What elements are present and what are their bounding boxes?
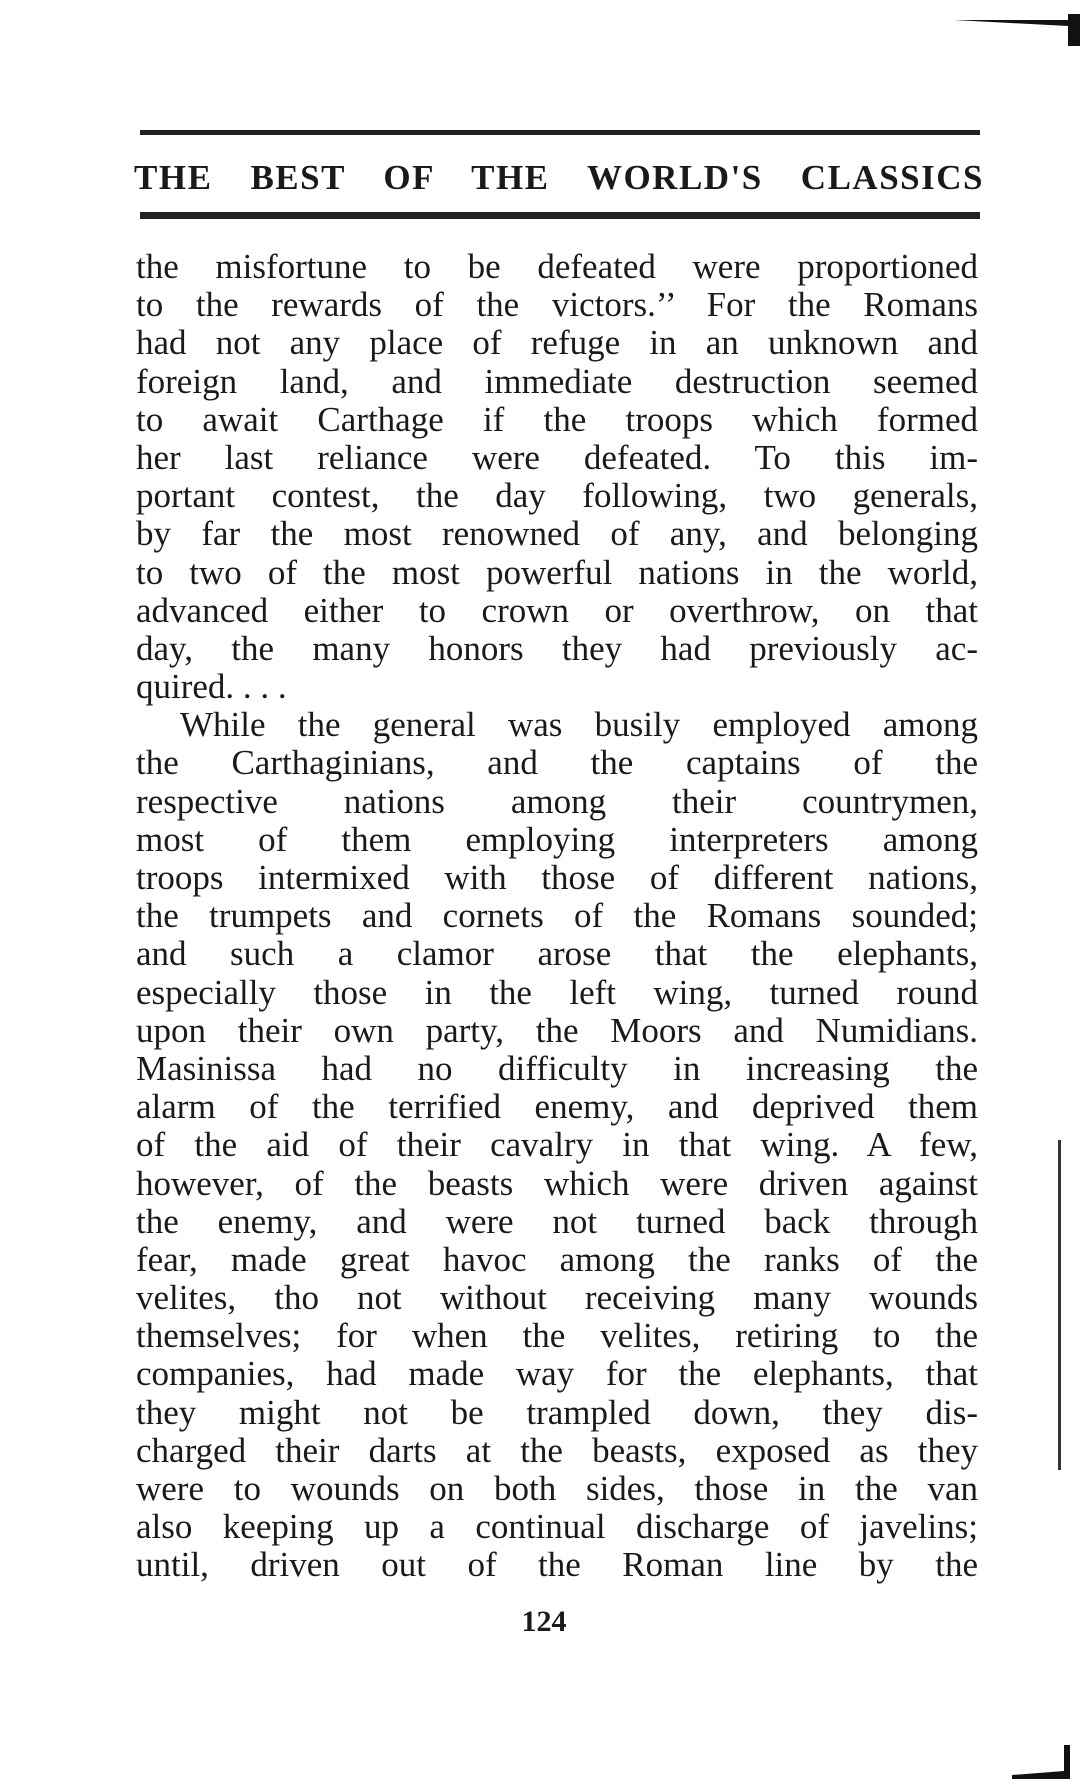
text-line: upon their own party, the Moors and Numidians.: [136, 1010, 978, 1050]
text-line: companies, had made way for the elephants, that: [136, 1354, 978, 1394]
corner-bracket-mark: [952, 10, 1082, 48]
text-line: Masinissa had no difficulty in increasing the: [136, 1048, 978, 1088]
text-line: themselves; for when the velites, retiring to the: [136, 1316, 978, 1356]
text-line: quired. . . .: [136, 667, 287, 707]
text-line: were to wounds on both sides, those in the van: [136, 1469, 978, 1508]
text-line: alarm of the terrified enemy, and deprived them: [136, 1087, 978, 1127]
text-line: they might not be trampled down, they dis-: [136, 1392, 978, 1432]
text-line: charged their darts at the beasts, exposed as they: [136, 1430, 978, 1470]
text-line: the misfortune to be defeated were proportioned: [136, 247, 978, 286]
text-line: to await Carthage if the troops which formed: [136, 399, 978, 439]
text-line: of the aid of their cavalry in that wing. A few,: [136, 1125, 978, 1165]
text-line: the enemy, and were not turned back through: [136, 1201, 978, 1241]
text-line: the Carthaginians, and the captains of the: [136, 743, 978, 783]
text-line-paragraph-start: While the general was busily employed among: [180, 705, 978, 745]
text-line: and such a clamor arose that the elephants,: [136, 934, 978, 974]
corner-bracket-mark-bottom: [1008, 1741, 1078, 1781]
margin-mark: [1058, 1140, 1061, 1470]
header-rule-bottom: [140, 212, 980, 219]
text-line: especially those in the left wing, turned round: [136, 972, 978, 1012]
text-line: fear, made great havoc among the ranks of the: [136, 1239, 978, 1279]
running-head: THE BEST OF THE WORLD'S CLASSICS: [134, 158, 984, 197]
text-line: advanced either to crown or overthrow, on that: [136, 590, 978, 630]
text-line: by far the most renowned of any, and belonging: [136, 514, 978, 554]
text-line: also keeping up a continual discharge of javelins;: [136, 1507, 978, 1547]
text-line: until, driven out of the Roman line by the: [136, 1545, 978, 1585]
text-line: however, of the beasts which were driven against: [136, 1163, 978, 1203]
text-line: troops intermixed with those of different nations,: [136, 858, 978, 897]
header-rule-top: [140, 130, 980, 135]
page-number: 124: [521, 1605, 567, 1638]
body-text: [136, 248, 978, 1585]
text-line: respective nations among their countrymen,: [136, 781, 978, 821]
text-line: portant contest, the day following, two generals,: [136, 476, 978, 516]
text-line: the trumpets and cornets of the Romans sounded;: [136, 896, 978, 936]
text-line: her last reliance were defeated. To this im-: [136, 437, 978, 477]
text-line: to the rewards of the victors.’’ For the Romans: [136, 285, 978, 325]
text-line: day, the many honors they had previously ac-: [136, 628, 978, 668]
text-line: to two of the most powerful nations in the world,: [136, 552, 978, 592]
text-line: velites, tho not without receiving many wounds: [136, 1278, 978, 1318]
text-line: foreign land, and immediate destruction seemed: [136, 361, 978, 401]
text-line: most of them employing interpreters among: [136, 819, 978, 859]
text-line: had not any place of refuge in an unknown and: [136, 323, 978, 363]
